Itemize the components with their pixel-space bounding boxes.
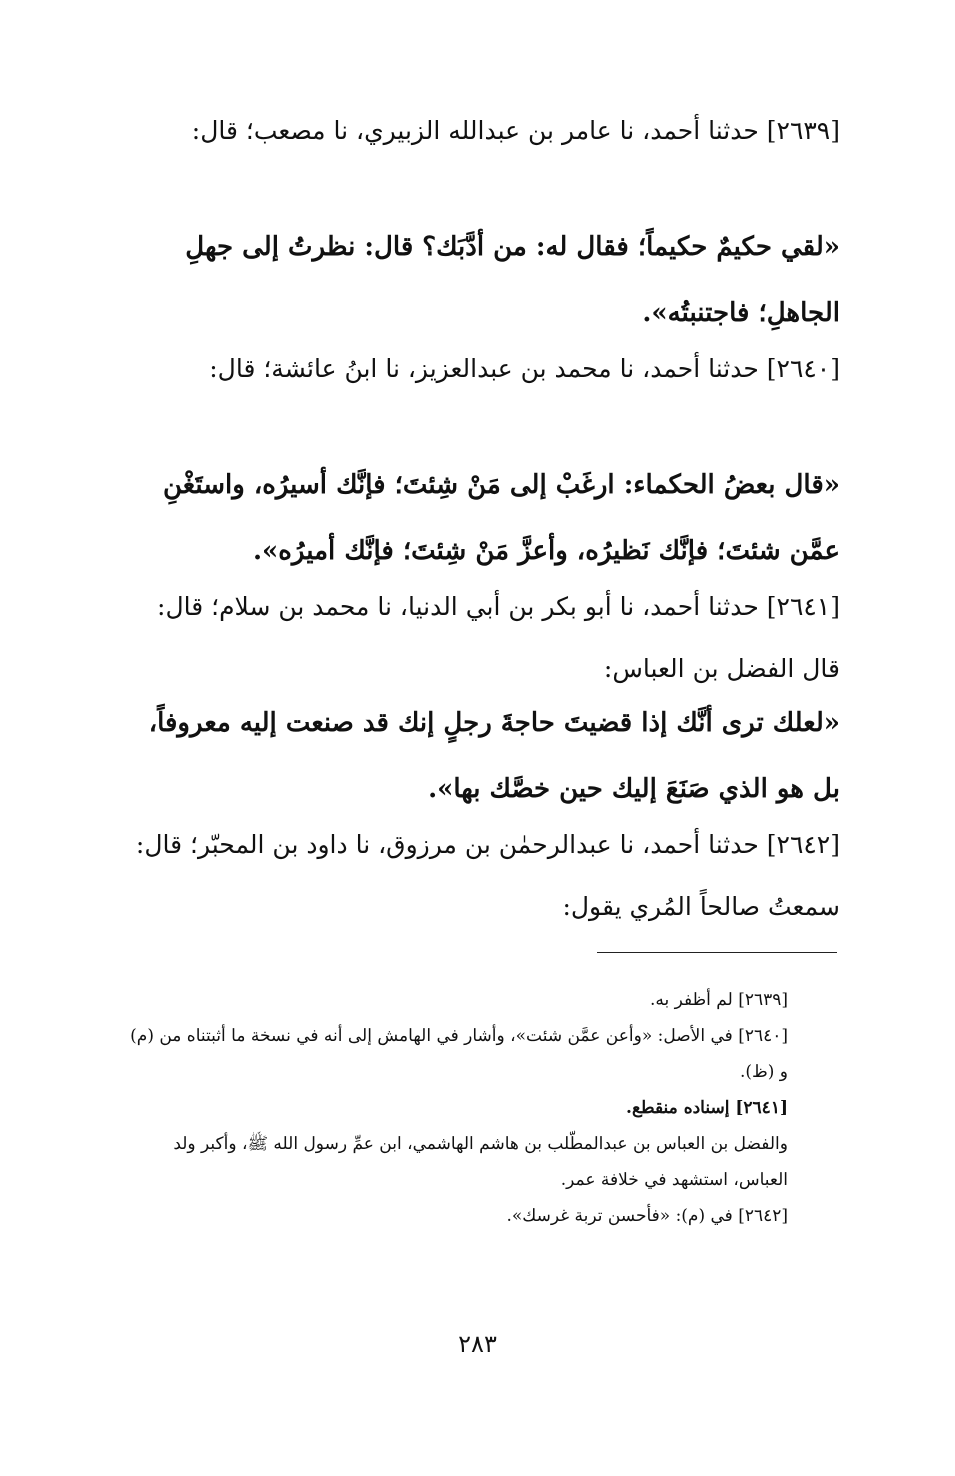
entry-2642: [122, 814, 840, 938]
quote-2639-block: [122, 214, 840, 346]
entry-2639: [122, 100, 840, 162]
entry-2640: [122, 338, 840, 400]
entry-2641: [122, 576, 840, 700]
isnad-2640: [٢٦٤٠] حدثنا أحمد، نا محمد بن عبدالعزيز، نا ابنُ عائشة؛ قال:: [209, 354, 840, 383]
footnote-separator: [597, 952, 837, 953]
isnad-2642: [٢٦٤٢] حدثنا أحمد، نا عبدالرحمٰن بن مرزوق، نا داود بن المحبّر؛ قال: سمعتُ صالحاً المُري يقول:: [135, 830, 840, 921]
page-number: ٢٨٣: [458, 1330, 497, 1358]
quote-2640: «قال بعضُ الحكماء: ارغَبْ إلى مَنْ شِئتَ؛ فإنَّك أسيرُه، واستَغْنِ عمَّن شئتَ؛ فإنَّك نَظيرُه، وأعزَّ مَنْ شِئتَ؛ فإنَّك أميرُه».: [163, 470, 840, 566]
quote-2639: «لقي حكيمٌ حكيماً؛ فقال له: من أدَّبَك؟ قال: نظرتُ إلى جهلِ الجاهلِ؛ فاجتنبتُه».: [185, 232, 840, 328]
footnotes: [122, 982, 840, 1234]
footnote-2639: [٢٦٣٩] لم أظفر به.: [650, 990, 788, 1010]
quote-2640-block: [122, 452, 840, 584]
quote-2641-block: [122, 690, 840, 822]
footnote-2640: [٢٦٤٠] في الأصل: «وأعن عمَّن شئت»، وأشار في الهامش إلى أنه في نسخة ما أثبتناه من (م) و (ظ).: [130, 1026, 788, 1082]
footnote-2641: [٢٦٤١] إسناده منقطع.: [626, 1098, 788, 1118]
footnote-2641-bio: والفضل بن العباس بن عبدالمطّلب بن هاشم الهاشمي، ابن عمِّ رسول الله ﷺ، وأكبر ولد العباس، استشهد في خلافة عمر.: [173, 1134, 788, 1190]
isnad-2641: [٢٦٤١] حدثنا أحمد، نا أبو بكر بن أبي الدنيا، نا محمد بن سلام؛ قال: قال الفضل بن العباس:: [157, 592, 840, 683]
footnote-2642: [٢٦٤٢] في (م): «فأحسن تربة غرسك».: [506, 1206, 788, 1226]
isnad-2639: [٢٦٣٩] حدثنا أحمد، نا عامر بن عبدالله الزبيري، نا مصعب؛ قال:: [191, 116, 840, 145]
quote-2641: «لعلك ترى أنَّك إذا قضيتَ حاجةَ رجلٍ إنك قد صنعت إليه معروفاً، بل هو الذي صَنَعَ إليك حين خصَّك بها».: [148, 708, 840, 804]
